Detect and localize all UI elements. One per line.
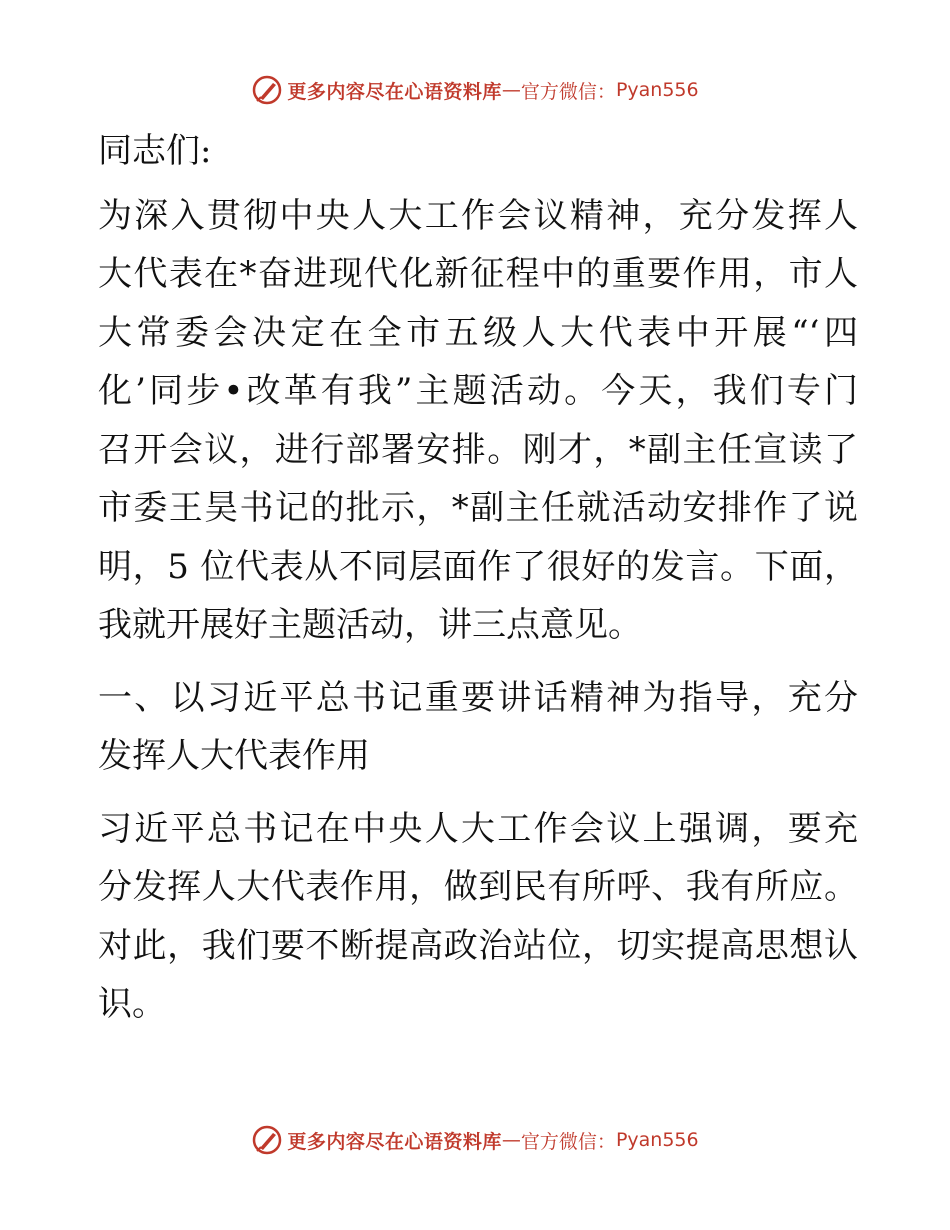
intro-paragraph [98,187,858,655]
banner-dash: — [501,79,521,101]
text-line: 大代表在*奋进现代化新征程中的重要作用，市人 [98,254,858,294]
text-line: 分发挥人大代表作用，做到民有所呼、我有所应。 [98,867,858,907]
text-line: 为深入贯彻中央人大工作会议精神，充分发挥人 [98,195,858,236]
banner-site-name: 更多内容尽在心语资料库 [287,80,502,103]
document-body [98,122,858,1034]
body-paragraph [98,800,858,1034]
banner-wechat-id: Pyan556 [615,79,699,101]
banner-wechat-label: 官方微信： [520,80,616,103]
text-line: 大常委会决定在全市五级人大代表中开展“‘四 [98,312,858,353]
greeting-text: 同志们: [98,131,212,171]
text-line: 习近平总书记在中央人大工作会议上强调，要充 [98,808,858,849]
heading-line: 一、以习近平总书记重要讲话精神为指导，充分 [98,677,858,718]
section-heading [98,669,858,786]
greeting [98,122,858,181]
text-line: 识。 [98,984,166,1024]
banner-dash: — [501,1129,521,1151]
banner-wechat-id: Pyan556 [615,1129,699,1151]
text-line: 我就开展好主题活动，讲三点意见。 [98,605,642,645]
heading-line: 发挥人大代表作用 [98,736,370,776]
banner-wechat-label: 官方微信： [520,1130,616,1153]
text-line: 对此，我们要不断提高政治站位，切实提高思想认 [98,925,858,966]
text-line: 明，5 位代表从不同层面作了很好的发言。下面， [98,546,858,587]
text-line: 召开会议，进行部署安排。刚才，*副主任宣读了 [98,429,858,470]
text-line: 市委王昊书记的批示，*副主任就活动安排作了说 [98,488,858,528]
banner-site-name: 更多内容尽在心语资料库 [287,1130,502,1153]
text-line: 化’同步•改革有我”主题活动。今天，我们专门 [98,371,858,411]
quill-pen-logo-icon [251,74,283,106]
quill-pen-logo-icon [251,1124,283,1156]
header-watermark-banner [0,70,950,110]
footer-watermark-banner [0,1120,950,1160]
